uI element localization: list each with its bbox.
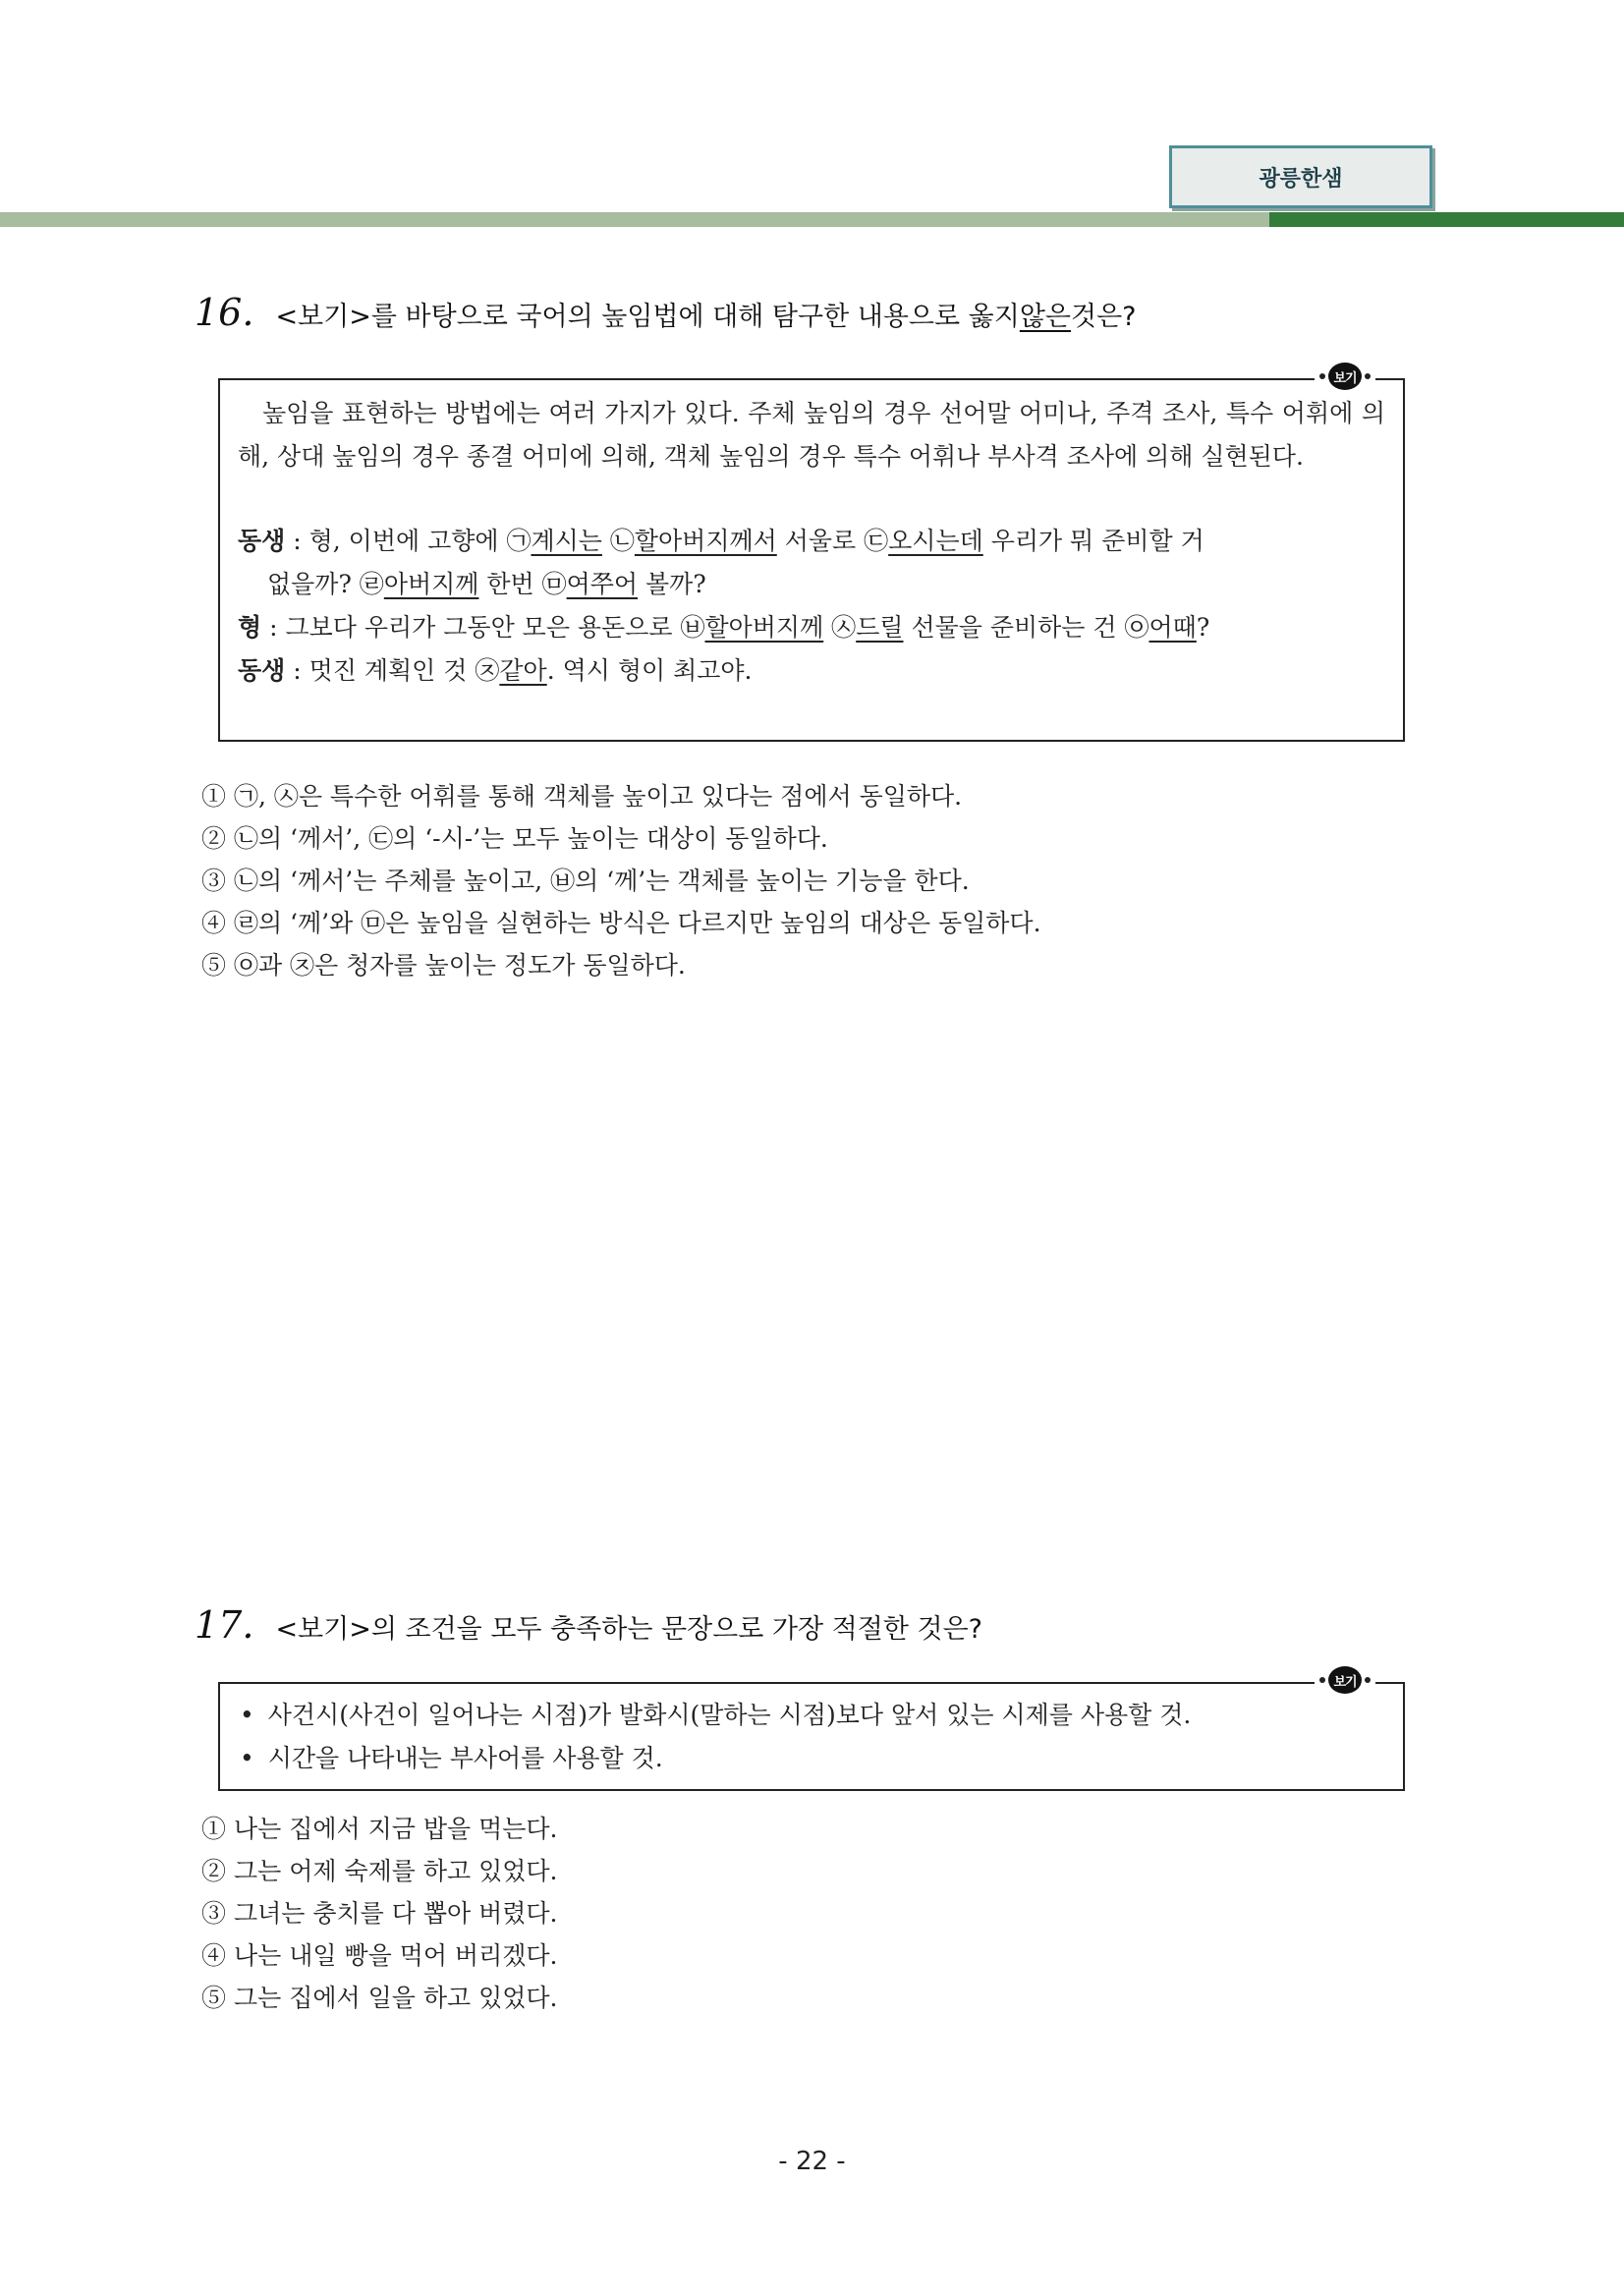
bogi-mark: 보기 [1328, 1666, 1362, 1694]
bogi-box-17 [218, 1674, 1405, 1791]
choices-16 [201, 775, 1041, 986]
header-tab: 광릉한샘 [1169, 145, 1432, 208]
dialog-line-1 [238, 520, 1385, 606]
question-17-title [195, 1603, 982, 1647]
header-rule-dark [1269, 212, 1624, 227]
question-number: 16. [195, 291, 254, 334]
choice-item[interactable]: ③ ㉡의 ‘께서’는 주체를 높이고, ㉥의 ‘께’는 객체를 높이는 기능을 한다. [201, 867, 970, 895]
bogi-tag [1315, 1666, 1375, 1694]
choice-item[interactable]: ④ ㉣의 ‘께’와 ㉤은 높임을 실현하는 방식은 다르지만 높임의 대상은 동일하다. [201, 909, 1041, 937]
underlined-word: 어때 [1148, 613, 1197, 642]
passage: 높임을 표현하는 방법에는 여러 가지가 있다. 주체 높임의 경우 선어말 어미나, 주격 조사, 특수 어휘에 의해, 상대 높임의 경우 종결 어미에 의해, 객체 높임의 경우 특수 어휘나 부사격 조사에 의해 실현된다. [238, 399, 1385, 471]
dialog-text: ㉦ [823, 613, 857, 642]
choice-item[interactable]: ④ 나는 내일 빵을 먹어 버리겠다. [201, 1941, 558, 1970]
dialog-line-3 [238, 649, 1385, 693]
choice-item[interactable]: ⑤ 그는 집에서 일을 하고 있었다. [201, 1984, 558, 2012]
underlined-word: 같아 [499, 656, 547, 685]
choices-17 [201, 1808, 557, 2019]
choice-item[interactable]: ② 그는 어제 숙제를 하고 있었다. [201, 1857, 558, 1885]
choice-item[interactable]: ② ㉡의 ‘께서’, ㉢의 ‘-시-’는 모두 높이는 대상이 동일하다. [201, 824, 828, 853]
speaker: 형 [238, 613, 262, 642]
prompt-text-end: 것은? [1070, 302, 1137, 332]
bogi-tag [1315, 363, 1375, 390]
dialog-text: 한번 ㉤ [478, 570, 567, 598]
dot-icon [1365, 1677, 1371, 1683]
condition-item: • 사건시(사건이 일어나는 시점)가 발화시(말하는 시점)보다 앞서 있는 시제를 사용할 것. [240, 1694, 1383, 1737]
dialog-text: 우리가 뭐 준비할 거 [982, 527, 1204, 555]
dialog-text: ㉡ [601, 527, 635, 555]
choice-item[interactable]: ⑤ ㉧과 ㉨은 청자를 높이는 정도가 동일하다. [201, 951, 686, 980]
choice-item[interactable]: ① 나는 집에서 지금 밥을 먹는다. [201, 1815, 558, 1843]
dialog-text: 선물을 준비하는 건 ㉧ [903, 613, 1149, 642]
dialog-text: 볼까? [638, 570, 706, 598]
choice-item[interactable]: ③ 그녀는 충치를 다 뽑아 버렸다. [201, 1899, 558, 1928]
dialog-text: 서울로 ㉢ [776, 527, 889, 555]
condition-item: • 시간을 나타내는 부사어를 사용할 것. [240, 1737, 1383, 1780]
underlined-word: 아버지께 [383, 570, 479, 598]
question-16-title [195, 291, 1136, 334]
prompt-text: <보기>를 바탕으로 국어의 높임법에 대해 탐구한 내용으로 옳지 [275, 302, 1020, 332]
header-rule-light [0, 212, 1272, 227]
dialog-text: : 그보다 우리가 그동안 모은 용돈으로 ㉥ [261, 613, 705, 642]
underlined-word: 계시는 [531, 527, 602, 555]
dialog-text: . 역시 형이 최고야. [546, 656, 753, 685]
dialog-text: : 형, 이번에 고향에 ㉠ [285, 527, 532, 555]
underlined-word: 여쭈어 [566, 570, 639, 598]
underlined-word: 드릴 [856, 613, 904, 642]
question-number: 17. [195, 1603, 254, 1647]
choice-item[interactable]: ① ㉠, ㉦은 특수한 어휘를 통해 객체를 높이고 있다는 점에서 동일하다. [201, 782, 963, 811]
speaker: 동생 [238, 656, 286, 685]
dot-icon [1319, 1677, 1325, 1683]
bogi-box-16 [218, 370, 1405, 742]
speaker: 동생 [238, 527, 286, 555]
dot-icon [1365, 373, 1371, 379]
underlined-word: 할아버지께 [704, 613, 824, 642]
dialog-text: 없을까? ㉣ [267, 570, 384, 598]
page-number: - 22 - [778, 2147, 846, 2176]
condition-list [240, 1694, 1383, 1780]
prompt-text: <보기>의 조건을 모두 충족하는 문장으로 가장 적절한 것은? [275, 1614, 982, 1645]
bogi-mark: 보기 [1328, 363, 1362, 390]
dialog-text: : 멋진 계획인 것 ㉨ [285, 656, 500, 685]
dialog-line-2 [238, 606, 1385, 649]
prompt-underlined: 않은 [1019, 302, 1071, 332]
dialog-text: ? [1196, 613, 1210, 642]
underlined-word: 오시는데 [888, 527, 983, 555]
underlined-word: 할아버지께서 [634, 527, 777, 555]
dot-icon [1319, 373, 1325, 379]
